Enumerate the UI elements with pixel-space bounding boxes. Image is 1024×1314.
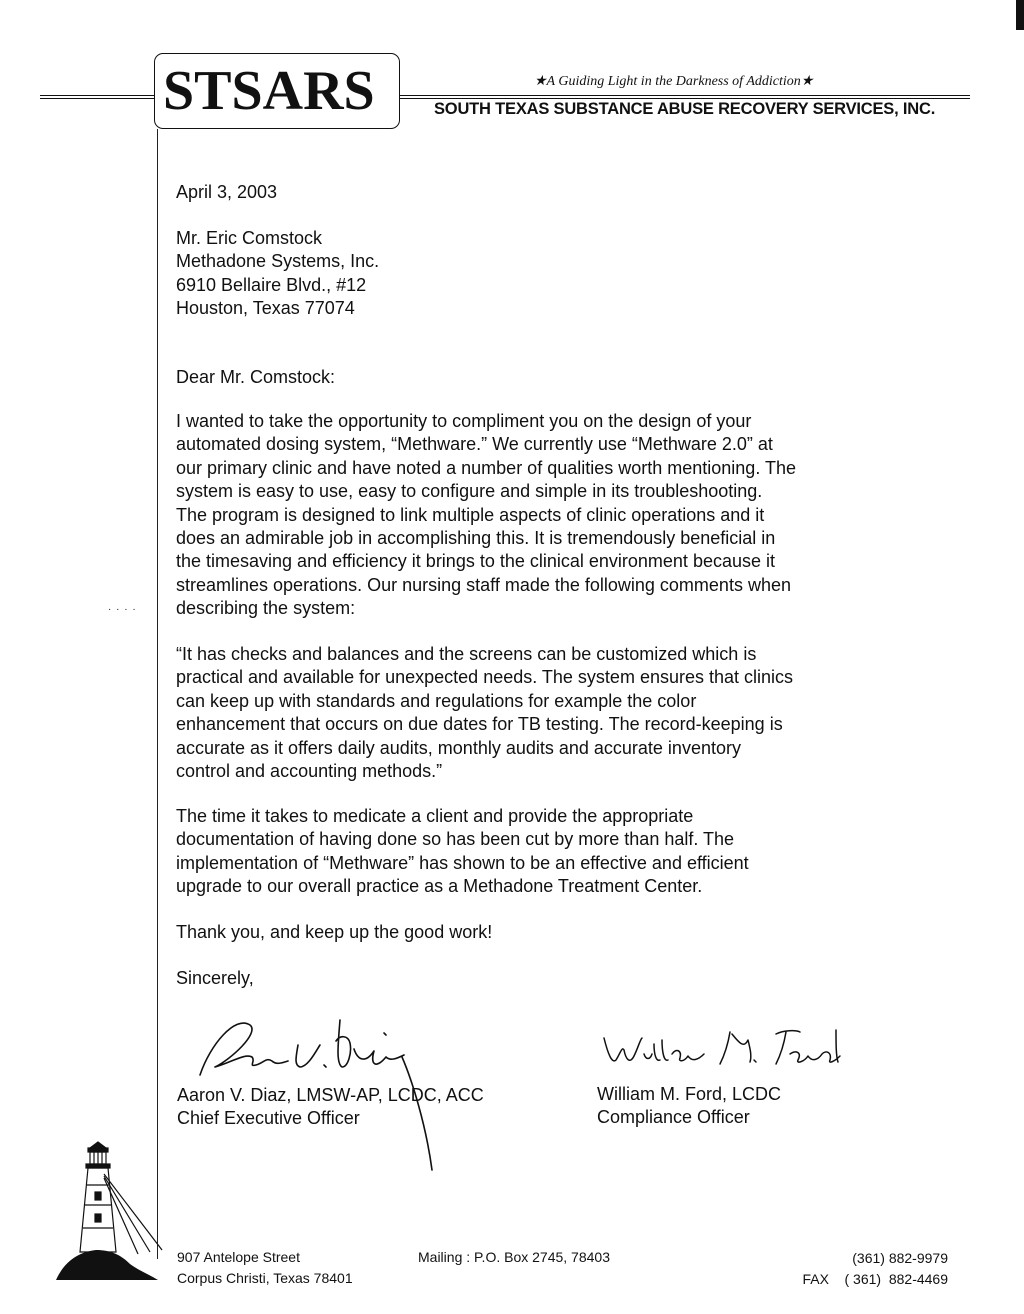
paragraph-line: enhancement that occurs on due dates for TB testing. The record-keeping is: [176, 714, 783, 735]
signature-william-ford: [600, 1020, 860, 1080]
footer-fax: FAX ( 361) 882-4469: [802, 1271, 948, 1287]
paragraph-line: our primary clinic and have noted a number of qualities worth mentioning. The: [176, 457, 797, 478]
letterhead-rule-right-2: [400, 98, 970, 99]
paragraph-line: documentation of having done so has been cut by more than half. The: [176, 829, 735, 850]
paragraph-line: system is easy to use, easy to configure and simple in its troubleshooting.: [176, 481, 763, 502]
company-logo: STSARS: [163, 60, 375, 122]
paragraph-line: control and accounting methods.”: [176, 761, 443, 782]
paragraph-line: The time it takes to medicate a client and provide the appropriate: [176, 806, 694, 826]
footer-phone: (361) 882-9979: [852, 1250, 948, 1266]
footer-city: Corpus Christi, Texas 78401: [177, 1270, 353, 1286]
recipient-street: 6910 Bellaire Blvd., #12: [176, 274, 367, 295]
margin-line: [157, 129, 158, 1259]
paragraph-1: [176, 410, 796, 621]
paragraph-line: implementation of “Methware” has shown to be an effective and efficient: [176, 852, 749, 873]
company-name: SOUTH TEXAS SUBSTANCE ABUSE RECOVERY SERVICES, INC.: [434, 100, 936, 118]
signatory-2-name: William M. Ford, LCDC: [597, 1084, 782, 1104]
recipient-city: Houston, Texas 77074: [176, 298, 355, 319]
letter-date: April 3, 2003: [176, 182, 278, 202]
letterhead-rule-left-2: [40, 98, 154, 99]
tagline: ★A Guiding Light in the Darkness of Addiction★: [534, 74, 814, 89]
signatory-1-name: Aaron V. Diaz, LMSW-AP, LCDC, ACC: [177, 1085, 484, 1105]
thanks-line: Thank you, and keep up the good work!: [176, 922, 493, 942]
paragraph-3: [176, 805, 749, 899]
paragraph-line: practical and available for unexpected needs. The system ensures that clinics: [176, 667, 794, 688]
signatory-2-title: Compliance Officer: [597, 1107, 750, 1127]
recipient-name: Mr. Eric Comstock: [176, 228, 323, 248]
letterhead-rule-left: [40, 95, 154, 96]
paragraph-line: I wanted to take the opportunity to compliment you on the design of your: [176, 411, 752, 431]
signatory-1-title: Chief Executive Officer: [177, 1108, 360, 1128]
recipient-company: Methadone Systems, Inc.: [176, 251, 380, 272]
paragraph-line: upgrade to our overall practice as a Methadone Treatment Center.: [176, 876, 703, 897]
letterhead-rule-right: [400, 95, 970, 96]
paragraph-line: does an admirable job in accomplishing this. It is tremendously beneficial in: [176, 528, 776, 549]
paragraph-line: describing the system:: [176, 598, 356, 619]
footer-street: 907 Antelope Street: [177, 1249, 300, 1265]
paragraph-line: “It has checks and balances and the screens can be customized which is: [176, 644, 757, 664]
paragraph-line: streamlines operations. Our nursing staff made the following comments when: [176, 574, 791, 595]
paragraph-2-quote: [176, 643, 793, 783]
paragraph-line: the timesaving and efficiency it brings to the clinical environment because it: [176, 551, 775, 572]
paragraph-line: The program is designed to link multiple aspects of clinic operations and it: [176, 504, 765, 525]
salutation: Dear Mr. Comstock:: [176, 367, 336, 387]
paragraph-line: can keep up with standards and regulations for example the color: [176, 690, 697, 711]
closing: Sincerely,: [176, 968, 254, 988]
lighthouse-logo: [50, 1140, 170, 1285]
scan-edge-mark: [1016, 0, 1024, 30]
paragraph-line: automated dosing system, “Methware.” We currently use “Methware 2.0” at: [176, 434, 773, 455]
recipient-address: [176, 227, 379, 321]
footer-mailing: Mailing : P.O. Box 2745, 78403: [418, 1249, 610, 1265]
paragraph-line: accurate as it offers daily audits, monthly audits and accurate inventory: [176, 737, 741, 758]
margin-dots: · · · ·: [108, 604, 137, 615]
